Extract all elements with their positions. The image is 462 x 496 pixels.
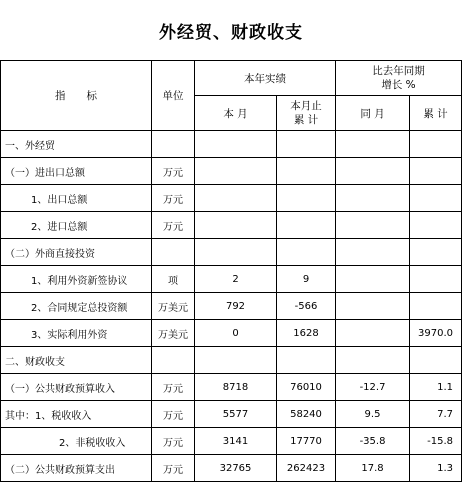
row-unit: 万元 (152, 374, 195, 401)
row-month-value (195, 131, 277, 158)
row-label: 其中：1、税收收入 (1, 401, 152, 428)
row-unit: 万元 (152, 185, 195, 212)
row-month-value: 2 (195, 266, 277, 293)
row-cumulative-value (277, 347, 336, 374)
header-row-1 (1, 61, 462, 96)
row-cumulative-value: -566 (277, 293, 336, 320)
table-row (1, 239, 462, 266)
row-unit (152, 239, 195, 266)
row-month-value: 3141 (195, 428, 277, 455)
row-unit (152, 347, 195, 374)
table-row (1, 374, 462, 401)
row-cumulative-value: 58240 (277, 401, 336, 428)
row-yoy-cumulative-value (410, 347, 462, 374)
row-yoy-cumulative-value: 7.7 (410, 401, 462, 428)
row-cumulative-value (277, 212, 336, 239)
header-compare (336, 61, 462, 96)
row-yoy-cumulative-value (410, 158, 462, 185)
row-label: 2、合同规定总投资额 (1, 293, 152, 320)
row-yoy-month-value (336, 131, 410, 158)
header-compare-line1: 比去年同期 (372, 65, 425, 77)
table-title: 外经贸、财政收支 (159, 22, 303, 43)
row-cumulative-value (277, 131, 336, 158)
row-month-value: 8718 (195, 374, 277, 401)
table-row (1, 212, 462, 239)
row-month-value (195, 185, 277, 212)
row-yoy-month-value (336, 212, 410, 239)
row-yoy-month-value (336, 347, 410, 374)
row-month-value: 0 (195, 320, 277, 347)
header-month: 本 月 (195, 96, 277, 131)
header-indicator: 指 标 (1, 61, 152, 131)
header-unit: 单位 (152, 61, 195, 131)
row-label: 2、进口总额 (1, 212, 152, 239)
row-month-value: 32765 (195, 455, 277, 482)
row-yoy-month-value: 17.8 (336, 455, 410, 482)
row-label: 1、利用外资新签协议 (1, 266, 152, 293)
row-label: 2、非税收收入 (1, 428, 152, 455)
row-label: 二、财政收支 (1, 347, 152, 374)
header-cum-line2: 累 计 (293, 114, 319, 126)
row-month-value (195, 347, 277, 374)
row-yoy-month-value (336, 293, 410, 320)
table-row (1, 266, 462, 293)
row-label: 1、出口总额 (1, 185, 152, 212)
row-month-value: 792 (195, 293, 277, 320)
table-row (1, 158, 462, 185)
row-yoy-month-value: -12.7 (336, 374, 410, 401)
row-cumulative-value: 1628 (277, 320, 336, 347)
row-yoy-month-value (336, 158, 410, 185)
row-unit: 万元 (152, 158, 195, 185)
row-month-value (195, 158, 277, 185)
row-yoy-cumulative-value (410, 212, 462, 239)
row-yoy-month-value (336, 266, 410, 293)
row-unit: 项 (152, 266, 195, 293)
table-row (1, 401, 462, 428)
row-yoy-cumulative-value (410, 185, 462, 212)
table-row (1, 293, 462, 320)
table-row (1, 320, 462, 347)
row-cumulative-value: 76010 (277, 374, 336, 401)
row-cumulative-value: 262423 (277, 455, 336, 482)
header-this-year: 本年实绩 (195, 61, 336, 96)
row-cumulative-value (277, 185, 336, 212)
row-month-value (195, 212, 277, 239)
row-unit (152, 131, 195, 158)
row-label: （二）外商直接投资 (1, 239, 152, 266)
header-yoy-month: 同 月 (336, 96, 410, 131)
row-label: 3、实际利用外资 (1, 320, 152, 347)
row-yoy-cumulative-value (410, 131, 462, 158)
table-row (1, 428, 462, 455)
row-unit: 万元 (152, 455, 195, 482)
table-row (1, 347, 462, 374)
row-cumulative-value: 17770 (277, 428, 336, 455)
table-row (1, 185, 462, 212)
row-label: （一）公共财政预算收入 (1, 374, 152, 401)
table-row (1, 131, 462, 158)
header-compare-line2: 增长 % (381, 79, 416, 91)
row-label: （一）进出口总额 (1, 158, 152, 185)
row-yoy-month-value (336, 239, 410, 266)
row-unit: 万美元 (152, 320, 195, 347)
row-unit: 万元 (152, 401, 195, 428)
header-yoy-cum: 累 计 (410, 96, 462, 131)
row-yoy-month-value: 9.5 (336, 401, 410, 428)
row-yoy-cumulative-value (410, 266, 462, 293)
row-cumulative-value: 9 (277, 266, 336, 293)
header-cumulative (277, 96, 336, 131)
row-yoy-cumulative-value: 1.3 (410, 455, 462, 482)
table-row (1, 455, 462, 482)
row-yoy-cumulative-value: -15.8 (410, 428, 462, 455)
row-yoy-cumulative-value: 3970.0 (410, 320, 462, 347)
row-unit: 万元 (152, 428, 195, 455)
row-yoy-cumulative-value: 1.1 (410, 374, 462, 401)
row-yoy-month-value (336, 185, 410, 212)
row-yoy-month-value: -35.8 (336, 428, 410, 455)
row-yoy-month-value (336, 320, 410, 347)
row-label: （二）公共财政预算支出 (1, 455, 152, 482)
row-yoy-cumulative-value (410, 239, 462, 266)
row-label: 一、外经贸 (1, 131, 152, 158)
row-cumulative-value (277, 158, 336, 185)
row-unit: 万元 (152, 212, 195, 239)
header-cum-line1: 本月止 (290, 100, 322, 112)
table-body (1, 131, 462, 482)
row-unit: 万美元 (152, 293, 195, 320)
row-month-value (195, 239, 277, 266)
row-yoy-cumulative-value (410, 293, 462, 320)
row-cumulative-value (277, 239, 336, 266)
row-month-value: 5577 (195, 401, 277, 428)
data-table (0, 60, 462, 482)
